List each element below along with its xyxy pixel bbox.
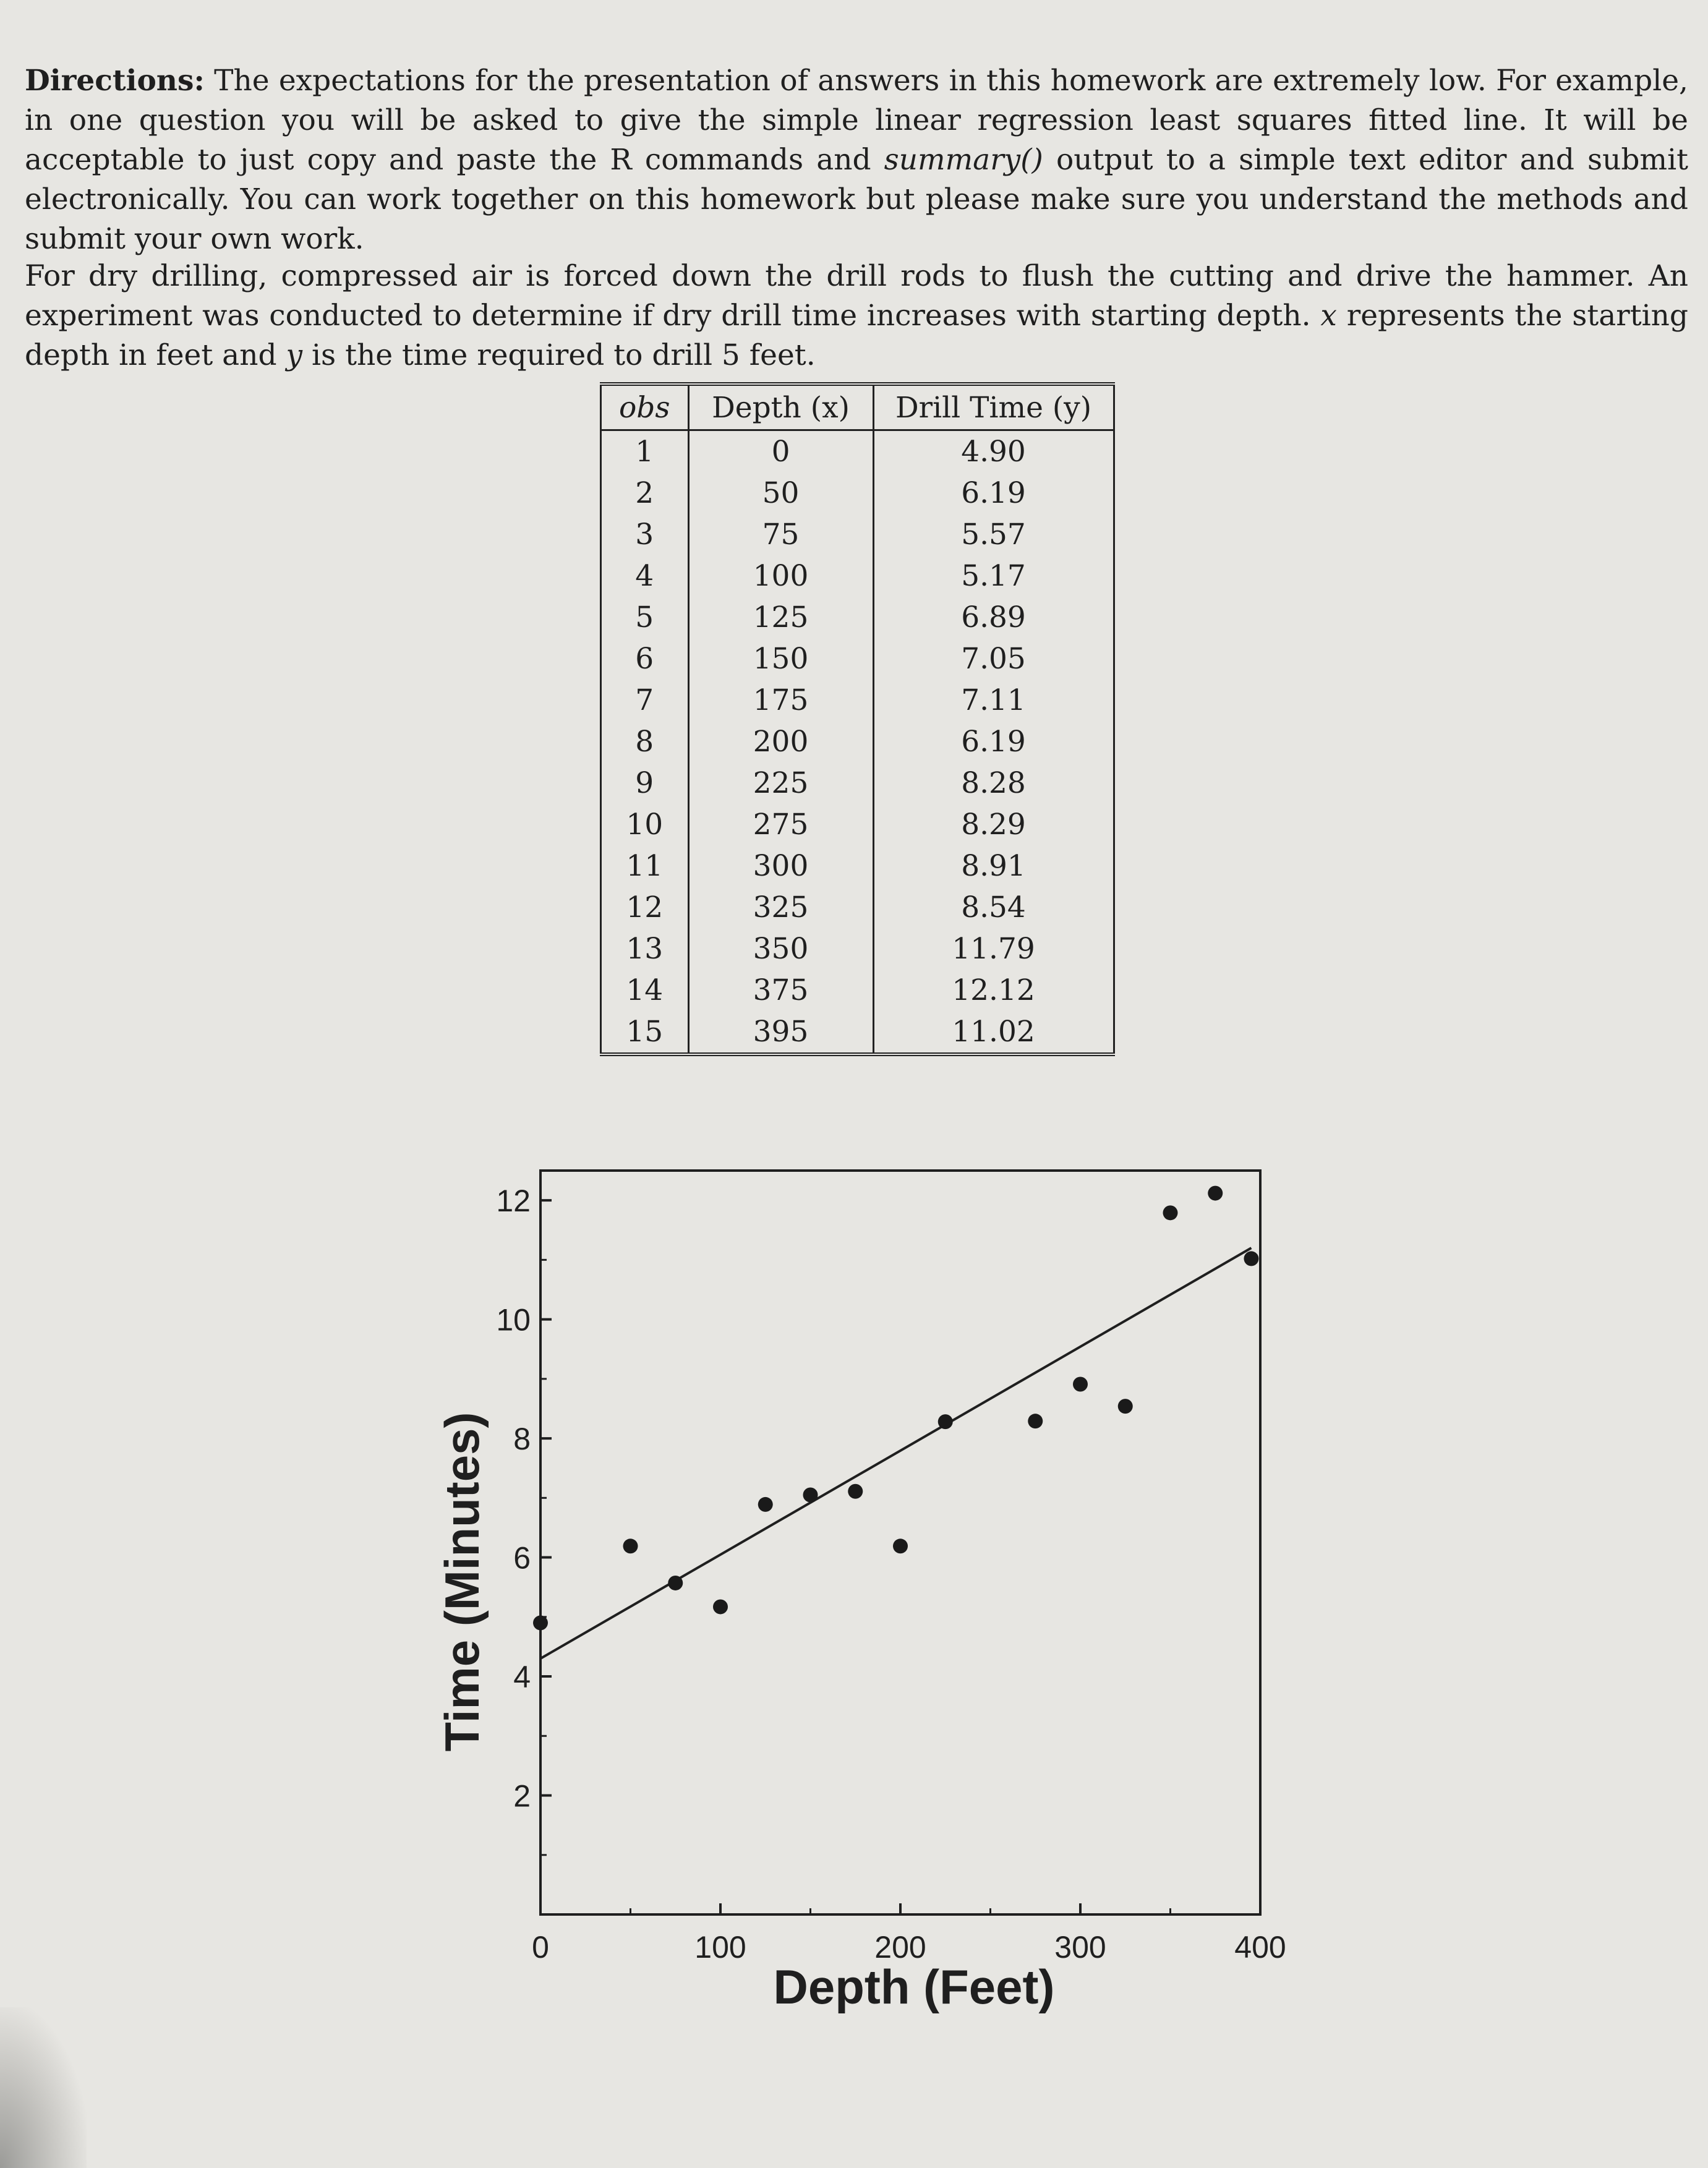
cell-drill-time: 11.79	[873, 928, 1114, 970]
cell-obs: 11	[601, 845, 689, 887]
cell-depth: 175	[688, 680, 873, 721]
cell-obs: 8	[601, 721, 689, 762]
cell-drill-time: 7.05	[873, 638, 1114, 680]
summary-function: summary()	[884, 143, 1043, 177]
directions-text-2: output to a simple text editor and submit electronically. You can work together on this homework but please make sure you understand the methods and submit your own work.	[25, 143, 1688, 256]
cell-drill-time: 8.54	[873, 887, 1114, 928]
data-point	[1208, 1186, 1223, 1201]
cell-obs: 4	[601, 555, 689, 597]
cell-obs: 6	[601, 638, 689, 680]
cell-depth: 325	[688, 887, 873, 928]
cell-depth: 150	[688, 638, 873, 680]
x-tick-label: 0	[532, 1930, 549, 1965]
header-depth: Depth (x)	[688, 384, 873, 430]
cell-obs: 10	[601, 804, 689, 845]
cell-obs: 12	[601, 887, 689, 928]
cell-obs: 5	[601, 597, 689, 638]
x-tick-label: 200	[874, 1930, 926, 1965]
header-obs: obs	[601, 384, 689, 430]
cell-depth: 75	[688, 514, 873, 555]
cell-obs: 2	[601, 472, 689, 514]
data-point	[758, 1497, 773, 1512]
x-tick-label: 300	[1054, 1930, 1106, 1965]
cell-drill-time: 8.29	[873, 804, 1114, 845]
y-tick-label: 8	[513, 1422, 531, 1457]
cell-obs: 7	[601, 680, 689, 721]
cell-depth: 125	[688, 597, 873, 638]
cell-drill-time: 5.57	[873, 514, 1114, 555]
cell-drill-time: 6.19	[873, 472, 1114, 514]
cell-depth: 225	[688, 762, 873, 804]
cell-depth: 275	[688, 804, 873, 845]
data-point	[1118, 1399, 1133, 1414]
x-tick-label: 100	[694, 1930, 746, 1965]
x-axis-label: Depth (Feet)	[773, 1960, 1055, 2014]
x-axis-ticks	[532, 1903, 1286, 1965]
y-axis-label: Time (Minutes)	[435, 1412, 489, 1752]
cell-obs: 13	[601, 928, 689, 970]
y-tick-label: 6	[513, 1540, 531, 1576]
y-tick-label: 12	[496, 1184, 531, 1219]
data-point	[1163, 1205, 1178, 1220]
cell-depth: 100	[688, 555, 873, 597]
cell-drill-time: 8.28	[873, 762, 1114, 804]
cell-depth: 300	[688, 845, 873, 887]
cell-depth: 0	[688, 430, 873, 473]
intro-text-3: is the time required to drill 5 feet.	[302, 338, 816, 372]
data-point	[848, 1484, 863, 1499]
cell-obs: 9	[601, 762, 689, 804]
cell-depth: 350	[688, 928, 873, 970]
cell-drill-time: 6.89	[873, 597, 1114, 638]
y-axis-ticks	[496, 1184, 552, 1855]
data-point	[533, 1615, 548, 1630]
cell-depth: 50	[688, 472, 873, 514]
header-drill-time: Drill Time (y)	[873, 384, 1114, 430]
cell-obs: 3	[601, 514, 689, 555]
x-tick-label: 400	[1234, 1930, 1286, 1965]
data-point	[623, 1539, 638, 1553]
cell-drill-time: 8.91	[873, 845, 1114, 887]
x-variable: x	[1320, 299, 1337, 333]
data-point	[668, 1576, 683, 1590]
cell-drill-time: 11.02	[873, 1011, 1114, 1054]
data-point	[713, 1599, 728, 1614]
cell-drill-time: 7.11	[873, 680, 1114, 721]
cell-obs: 14	[601, 970, 689, 1011]
data-point	[1244, 1251, 1258, 1266]
directions-text-1: The expectations for the presentation of answers in this homework are extremely low. For example, in one question you will be asked to give the simple linear regression least squares fitted line. It will be acceptable to just copy and paste the R commands and	[25, 64, 1688, 177]
y-variable: y	[286, 338, 303, 372]
data-point	[893, 1539, 908, 1553]
cell-drill-time: 6.19	[873, 721, 1114, 762]
cell-obs: 1	[601, 430, 689, 473]
cell-drill-time: 5.17	[873, 555, 1114, 597]
data-point	[1073, 1377, 1088, 1392]
directions-label: Directions:	[25, 64, 205, 98]
cell-depth: 200	[688, 721, 873, 762]
fit-line	[540, 1248, 1251, 1658]
y-tick-label: 4	[513, 1660, 531, 1695]
data-points	[533, 1186, 1258, 1631]
y-tick-label: 10	[496, 1302, 531, 1338]
data-point	[938, 1414, 953, 1429]
cell-drill-time: 4.90	[873, 430, 1114, 473]
cell-depth: 375	[688, 970, 873, 1011]
data-point	[1028, 1414, 1043, 1428]
data-point	[803, 1488, 818, 1503]
cell-obs: 15	[601, 1011, 689, 1054]
cell-depth: 395	[688, 1011, 873, 1054]
cell-drill-time: 12.12	[873, 970, 1114, 1011]
y-tick-label: 2	[513, 1778, 531, 1814]
intro-text-1: For dry drilling, compressed air is forced down the drill rods to flush the cutting and drive the hammer. An experiment was conducted to determine if dry drill time increases with starting depth.	[25, 259, 1688, 333]
intro-text-2: represents the starting depth in feet and	[25, 299, 1688, 372]
